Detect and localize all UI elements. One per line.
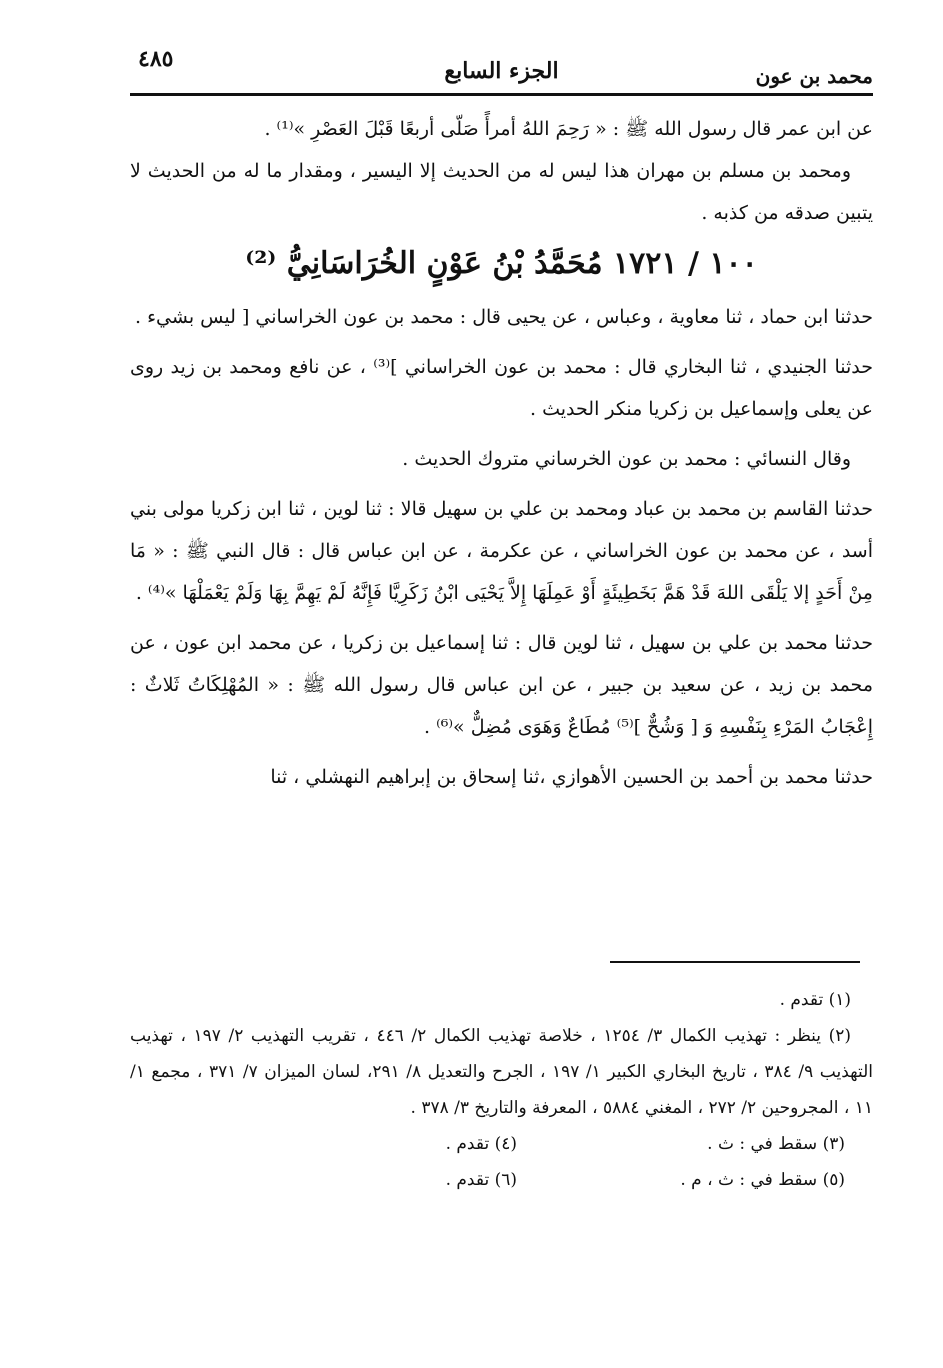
part-title: الجزء السابع	[444, 58, 559, 84]
paragraph-muhlikat: حدثنا محمد بن علي بن سهيل ، ثنا لوين قال : ثنا إسماعيل بن زكريا ، عن محمد ابن عون ، عن محمد بن زيد ، عن سعيد بن جبير ، عن ابن عباس قال رسول الله ﷺ : « المُهْلِكَاتُ ثَلاثٌ : إِعْجَابُ المَرْءِ بِنَفْسِهِ وَ [ وَشُحٌّ ]⁽⁵⁾ مُطَاعٌ وَهَوَى مُضِلٌّ »⁽⁶⁾ .	[130, 632, 873, 738]
paragraph-gap	[130, 614, 873, 622]
paragraph-gap	[130, 338, 873, 346]
footnote-6: (٦) تقدم .	[445, 1170, 517, 1190]
footnote-1: (١) تقدم .	[779, 990, 851, 1010]
page-number: ٤٨٥	[138, 46, 174, 72]
paragraph-ahwazi: حدثنا محمد بن أحمد بن الحسين الأهوازي ،ثنا إسحاق بن إبراهيم النهشلي ، ثنا	[270, 766, 873, 788]
footnote-5: (٥) سقط في : ث ، م .	[680, 1170, 845, 1190]
paragraph-gap	[130, 430, 873, 438]
footnote-rule	[610, 961, 860, 963]
header-rule	[130, 93, 873, 96]
paragraph-gap	[130, 480, 873, 488]
paragraph-qasim: حدثنا القاسم بن محمد بن عباد ومحمد بن علي بن سهيل قالا : ثنا لوين ، ثنا ابن زكريا مولى بني أسد ، عن محمد بن عون الخراساني ، عن عكرمة ، عن ابن عباس قال : قال النبي ﷺ : « مَا مِنْ أَحَدٍ إلا يَلْقَى اللهَ قَدْ هَمَّ بَخَطِيئَةٍ أَوْ عَمِلَهَا إِلاَّ يَحْيَى ابْنُ زَكَرِيَّا فَإِنَّهُ لَمْ يَهِمَّ بِهَا وَلَمْ يَعْمَلْهَا »⁽⁴⁾ .	[130, 498, 873, 604]
footnote-row	[130, 1126, 873, 1162]
footnote-2: (٢) ينظر : تهذيب الكمال ٣/ ١٢٥٤ ، خلاصة تهذيب الكمال ٢/ ٤٤٦ ، تقريب التهذيب ٢/ ١٩٧ ، تهذيب التهذيب ٩/ ٣٨٤ ، تاريخ البخاري الكبير ١/ ١٩٧ ، الجرح والتعديل ٨/ ٢٩١، لسان الميزان ٧/ ٣٧١ ، مجمع ١/ ١١ ، المجروحين ٢/ ٢٧٢ ، المغني ٥٨٨٤ ، المعرفة والتاريخ ٣/ ٣٧٨ .	[130, 1026, 873, 1118]
paragraph-gap	[130, 748, 873, 756]
footnotes	[130, 982, 873, 1198]
paragraph-ibn-mihran-note: ومحمد بن مسلم بن مهران هذا ليس له من الحديث إلا اليسير ، ومقدار ما له من الحديث لا يتبين صدقه من كذبه .	[130, 160, 873, 224]
main-text	[130, 108, 873, 798]
paragraph-hadith-ibn-umar: عن ابن عمر قال رسول الله ﷺ : « رَحِمَ اللهُ أمرأً صَلّى أربعًا قَبْلَ العَصْرِ »⁽¹⁾ .	[264, 118, 873, 140]
entry-title: ١٠٠ / ١٧٢١ مُحَمَّدُ بْنُ عَوْنٍ الخُرَاسَانِيُّ ⁽²⁾	[245, 246, 758, 281]
footnote-row	[130, 1162, 873, 1198]
running-title: محمد بن عون	[755, 64, 873, 88]
footnote-4: (٤) تقدم .	[445, 1134, 517, 1154]
paragraph-nasai: وقال النسائي : محمد بن عون الخرساني متروك الحديث .	[402, 448, 851, 470]
footnote-3: (٣) سقط في : ث .	[707, 1134, 845, 1154]
paragraph-ibn-hammad: حدثنا ابن حماد ، ثنا معاوية ، وعباس ، عن يحيى قال : محمد بن عون الخراساني [ ليس بشيء .	[135, 306, 873, 328]
paragraph-junaydi: حدثنا الجنيدي ، ثنا البخاري قال : محمد بن عون الخراساني ]⁽³⁾ ، عن نافع ومحمد بن زيد روى عن يعلى وإسماعيل بن زكريا منكر الحديث .	[130, 356, 873, 420]
page-header	[130, 42, 873, 92]
